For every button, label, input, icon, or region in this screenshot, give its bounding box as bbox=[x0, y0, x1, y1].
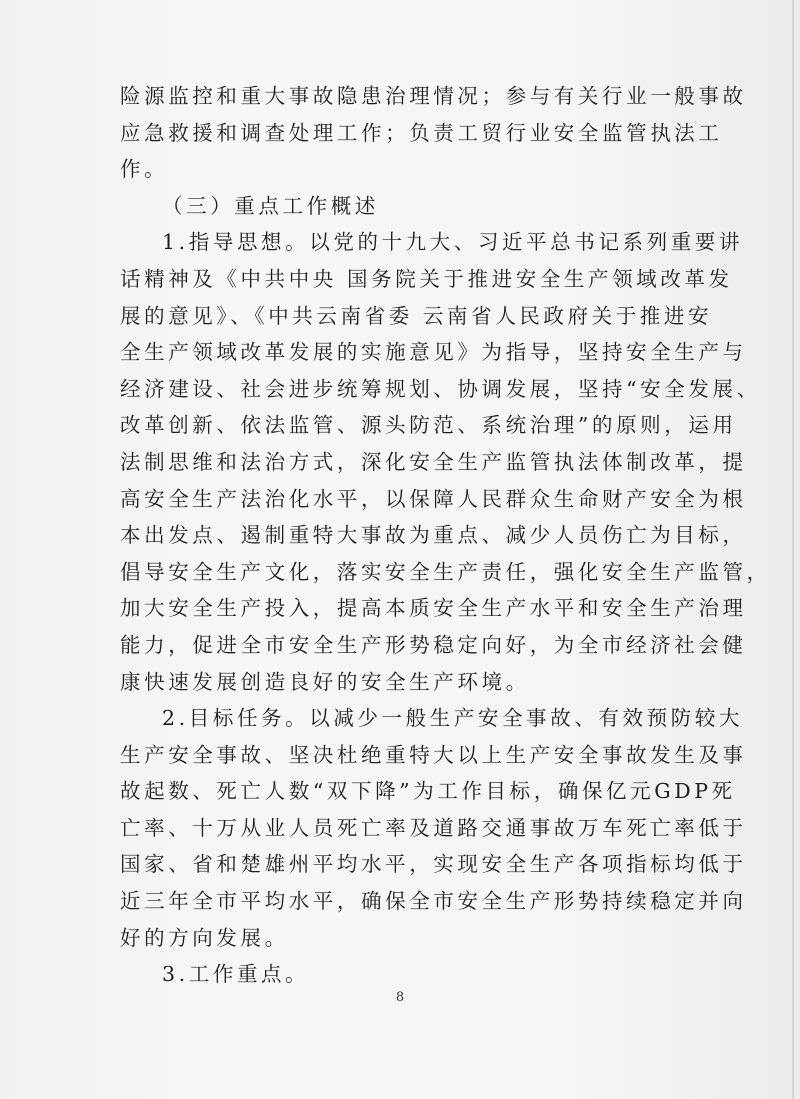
text-line: 故起数、死亡人数“双下降”为工作目标，确保亿元GDP死 bbox=[120, 779, 736, 804]
text-line: 倡导安全生产文化，落实安全生产责任，强化安全生产监管， bbox=[120, 559, 771, 584]
text-line: 本出发点、遏制重特大事故为重点、减少人员伤亡为目标， bbox=[120, 523, 747, 548]
text-line: 全生产领域改革发展的实施意见》为指导，坚持安全生产与 bbox=[120, 340, 747, 365]
text-line: 法制思维和法治方式，深化安全生产监管执法体制改革，提 bbox=[120, 449, 747, 474]
page-edge bbox=[792, 0, 794, 1099]
text-line: （三）重点工作概述 bbox=[162, 193, 379, 218]
text-line: 2.目标任务。以减少一般生产安全事故、有效预防较大 bbox=[162, 706, 744, 731]
text-line: 3.工作重点。 bbox=[162, 962, 310, 987]
text-line: 高安全生产法治化水平，以保障人民群众生命财产安全为根 bbox=[120, 486, 747, 511]
text-line: 康快速发展创造良好的安全生产环境。 bbox=[120, 669, 530, 694]
text-line: 国家、省和楚雄州平均水平，实现安全生产各项指标均低于 bbox=[120, 852, 747, 877]
body-text bbox=[120, 78, 771, 993]
text-line: 话精神及《中共中央 国务院关于推进安全生产领域改革发 bbox=[120, 266, 733, 291]
text-line: 险源监控和重大事故隐患治理情况；参与有关行业一般事故 bbox=[120, 84, 747, 108]
text-line: 近三年全市平均水平，确保全市安全生产形势持续稳定并向 bbox=[120, 889, 747, 914]
text-line: 改革创新、依法监管、源头防范、系统治理”的原则，运用 bbox=[120, 413, 737, 438]
text-line: 能力，促进全市安全生产形势稳定向好，为全市经济社会健 bbox=[120, 632, 747, 657]
text-line: 应急救援和调查处理工作；负责工贸行业安全监管执法工 bbox=[120, 120, 723, 145]
text-line: 作。 bbox=[120, 157, 169, 182]
text-line: 1.指导思想。以党的十九大、习近平总书记系列重要讲 bbox=[162, 230, 744, 255]
text-line: 生产安全事故、坚决杜绝重特大以上生产安全事故发生及事 bbox=[120, 742, 747, 767]
text-line: 展的意见》、《中共云南省委 云南省人民政府关于推进安 bbox=[120, 303, 713, 328]
text-line: 加大安全生产投入，提高本质安全生产水平和安全生产治理 bbox=[120, 596, 747, 621]
text-line: 亡率、十万从业人员死亡率及道路交通事故万车死亡率低于 bbox=[120, 815, 747, 840]
text-line: 好的方向发展。 bbox=[120, 925, 289, 950]
page-number: 8 bbox=[395, 990, 405, 1005]
text-line: 经济建设、社会进步统筹规划、协调发展，坚持“安全发展、 bbox=[120, 376, 761, 401]
